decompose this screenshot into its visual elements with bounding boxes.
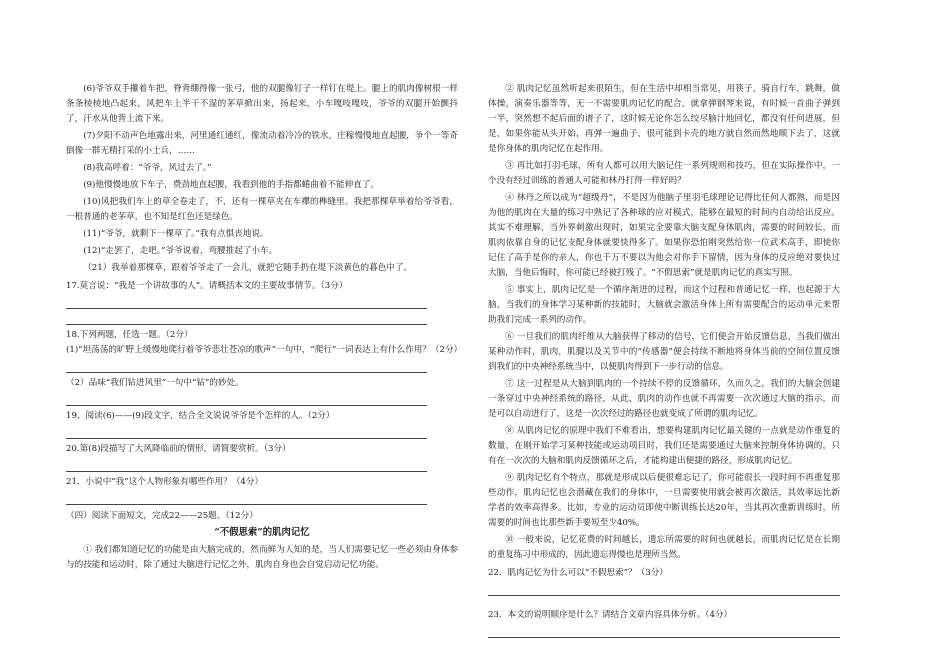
question-17: 17.莫言说：“我是一个讲故事的人”。请概括本文的主要故事情节。（3分） <box>66 281 348 291</box>
story-paragraph: (6)爷爷双手攥着车把，脊背绷得像一张弓，他的双腿像钉子一样钉在堤上。腿上的肌肉像树根一样条条棱棱地凸起来，风把车上半干不湿的茅草掀出来，扬起来，小车嘎吱嘎吱，爷爷的双腿开始颤抖了，汗水从他背上流下来。 <box>66 84 458 124</box>
question-18-2: （2）品味“我们钻进风里”一句中“钻”的妙处。 <box>66 378 244 388</box>
story-paragraph: (8)我高呼着：“爷爷，风过去了。” <box>83 163 212 173</box>
right-column <box>488 82 840 641</box>
article-paragraph: ① 我们都知道记忆的功能是由大脑完成的，然而鲜为人知的是，当人们需要记忆一些必须由身体参与的技能和运动时，除了通过大脑进行记忆之外，肌肉自身也会自觉启动记忆功能。 <box>66 545 458 570</box>
question-18-1: (1)“坦荡荡的旷野上缓慢地爬行着爷爷悲壮苍凉的歌声”一句中，“爬行”一词表达上有什么作用？（2分） <box>66 345 463 355</box>
answer-line[interactable] <box>66 459 427 472</box>
answer-line[interactable] <box>66 393 427 406</box>
section-four-heading: （四）阅读下面短文，完成22——25题。（12分） <box>66 511 258 521</box>
question-20: 20.第(8)段描写了大风降临前的情形，请简要赏析。（3分） <box>66 444 291 454</box>
question-19: 19、阅读(6)——(9)段文字，结合全文说说爷爷是个怎样的人。（2分） <box>66 411 335 421</box>
article-paragraph: ⑦ 这一过程是从大脑到肌肉的一个持续不停的反馈循环，久而久之，我们的大脑会创建一条穿过中央神经系统的路径，从此，肌肉的动作也就不再需要一次次通过大脑的指示，而是可以自动进行了，这是一次次经过的路径也就变成了所谓的肌肉记忆。 <box>488 379 840 419</box>
article-paragraph: ② 肌肉记忆虽然听起来很陌生，但在生活中却相当常见，用筷子，骑自行车，跳舞，做体操，演奏乐器等等，无一不需要肌肉记忆的配合，就拿弹钢琴来说，有时候一首曲子弹到一半，突然想不起后面的谱子了，这时候无论你怎么绞尽脑汁地回忆，都没有任何进展，但是，如果你能从头开始，再弹一遍曲子，很可能到卡壳的地方就自然而然地顺下去了，这就是你身体的肌肉记忆在起作用。 <box>488 84 840 154</box>
answer-line[interactable] <box>66 296 427 309</box>
story-paragraph: （21）我举着那棵草，跟着爷爷走了一会儿，就把它随手扔在堤下淡黄色的暮色中了。 <box>83 263 413 273</box>
article-paragraph: ⑨ 肌肉记忆有个特点，那就是形成以后便很难忘记了，你可能很长一段时间不再重复那些动作，肌肉记忆也会潜藏在我们的身体中，一旦需要使用就会被再次激活，其效率远比新学者的效率高得多。比如，专业的运动员即使中断训练长达20年，当其再次重新训练时，所需要的时间也比那些新手要短至少40%。 <box>488 473 840 528</box>
article-title: “不假思索”的肌肉记忆 <box>214 527 310 538</box>
left-column <box>66 82 463 575</box>
question-23: 23．本文的说明顺序是什么？请结合文章内容具体分析。（4分） <box>488 610 733 620</box>
answer-line[interactable] <box>66 312 427 325</box>
question-21: 21．小说中“我”这个人物形象有哪些作用？（4分） <box>66 477 264 487</box>
story-paragraph: (9)他慢慢地放下车子，费劲地直起腰，我看到他的手指都蜷曲着不能伸直了。 <box>83 180 379 190</box>
story-paragraph: (12)“走罢了，走吧。”爷爷说着，弯腰推起了小车。 <box>83 246 278 256</box>
article-paragraph: ④ 林丹之所以成为“超级丹”，不是因为他脑子里羽毛球理论记得比任何人都熟，而是因为他的肌肉在大量的练习中熟记了各种球的应对模式，能够在最短的时间内自动给出反应。其实不难理解，当外界刺激出现时，如果完全要靠大脑支配身体肌肉，需要的时间较长，而肌肉依靠自身的记忆支配身体就要快得多了。如果你恐怕刚突然给你一位武术高手，即使你记住了高手是你的亲人，你也千万不要以为他会对你手下留情，因为身体的反应绝对要快过大脑，当他后悔时，你可能已经被打残了。“不假思索”就是肌肉记忆的真实写照。 <box>488 193 840 278</box>
answer-line[interactable] <box>488 625 840 638</box>
answer-line[interactable] <box>66 492 427 505</box>
answer-line[interactable] <box>66 360 427 373</box>
story-paragraph: (7)夕阳不动声色地露出来，河里通红通红，像流动着冷冷的铁水，庄稼慢慢地直起腰，争个一等奇倒像一群无精打采的小士兵，…… <box>66 131 458 156</box>
article-paragraph: ③ 再比如打羽毛球，所有人都可以用大脑记住一系列规则和技巧，但在实际操作中，一个没有经过训练的普通人可能和林丹打得一样好吗？ <box>488 161 840 186</box>
question-22: 22．肌肉记忆为什么可以“不假思索”？（3分） <box>488 568 668 578</box>
story-paragraph: (11)“爷爷，就剩下一棵草了。”我有点惧丧地说。 <box>83 229 269 239</box>
question-18: 18.下列两题，任选一题。（2分） <box>66 330 193 340</box>
article-paragraph: ⑧ 从肌肉记忆的原理中我们不难看出，想要构建肌肉记忆最关键的一点就是动作重复的数量，在刚开始学习某种技能或运动项目时，我们还是需要通过大脑来控制身体协调的，只有在一次次的大脑和肌肉反馈循环之后，才能构建出便捷的路径，形成肌肉记忆。 <box>488 426 840 466</box>
article-paragraph: ⑩ 一般来说，记忆花费的时间越长，遗忘所需要的时间也就越长，而肌肉记忆是在长期的重复练习中形成的，因此遗忘得慢也是理所当然。 <box>488 535 840 560</box>
answer-line[interactable] <box>66 426 427 439</box>
article-paragraph: ⑤ 事实上，肌肉记忆是一个循序渐进的过程，而这个过程和普通记忆一样，也起源于大脑，当我们的身体学习某种新的技能时，大脑就会激活身体上所有需要配合的运动单元来帮助我们完成一系列的动作。 <box>488 285 840 325</box>
story-paragraph: (10)风把我们车上的草全卷走了，不，还有一棵草夹在车襻的榫缝里。我把那棵草举着给爷爷看，一根普通的老茅草，也不知是红色还是绿色。 <box>66 197 458 222</box>
answer-line[interactable] <box>488 583 840 596</box>
article-paragraph: ⑥ 一旦我们的肌肉纤维从大脑获得了移动的信号，它们便会开始反馈信息，当我们做出某种动作时，肌肉，肌腱以及关节中的“传感器”便会持续不断地将身体当前的空间位置反馈到我们的中央神经系统当中，以便肌肉得到下一步行动的信息。 <box>488 332 840 372</box>
